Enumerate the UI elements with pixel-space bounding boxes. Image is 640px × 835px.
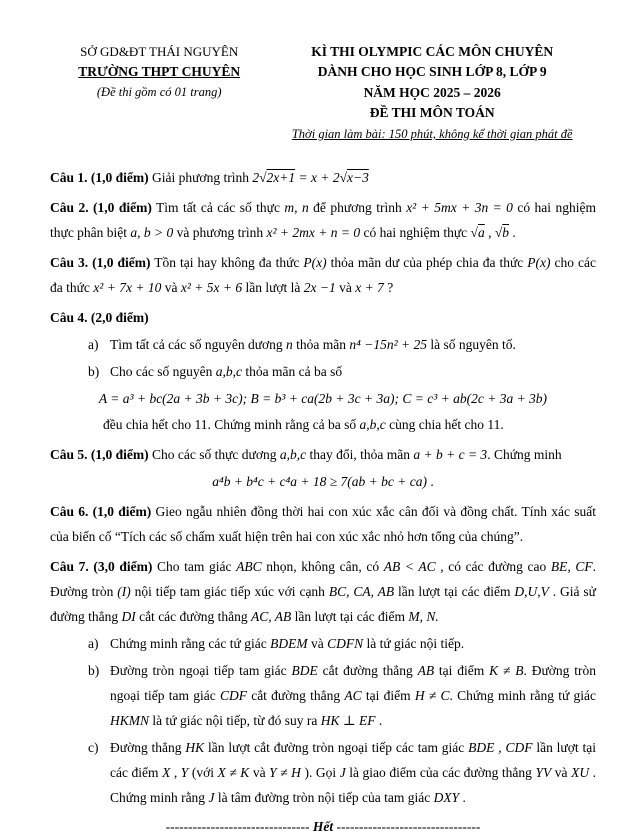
question-7b-text [110, 663, 596, 728]
question-1 [50, 166, 596, 191]
text-segment: là tứ giác nội tiếp, từ đó suy ra [149, 713, 321, 729]
text-segment: HK [185, 740, 205, 756]
text-segment: H ≠ C [414, 688, 450, 704]
text-segment: cho các đa thức [50, 254, 597, 295]
text-segment: AC, AB [251, 609, 292, 625]
question-4a-text [110, 337, 516, 352]
question-4-formula [50, 387, 596, 412]
end-of-exam-marker [50, 819, 596, 835]
question-5 [50, 443, 596, 468]
text-segment: x² + 5x + 6 [180, 279, 243, 295]
text-segment: . [375, 713, 383, 729]
text-segment: tại điểm [434, 663, 490, 679]
text-segment: Giải phương trình [148, 169, 253, 185]
text-segment: = x + 2√ [295, 169, 347, 185]
text-segment: Tìm tất cả các số thực [151, 199, 285, 215]
question-6 [50, 500, 596, 550]
text-segment: a + b + c = 3 [413, 447, 488, 463]
text-segment: Đường tròn ngoại tiếp tam giác [110, 663, 292, 679]
text-segment: -------------------------------- [165, 819, 313, 834]
text-segment: . Chứng minh rằng tứ giác [449, 688, 596, 704]
exam-title-line2: DÀNH CHO HỌC SINH LỚP 8, LỚP 9 [317, 64, 547, 80]
text-segment: BC, CA, AB [328, 584, 395, 600]
exam-body [50, 166, 596, 835]
text-segment: Câu 5. (1,0 điểm) [50, 447, 149, 463]
text-segment: và phương trình [173, 224, 267, 240]
text-segment: và [335, 279, 356, 295]
question-5-formula [50, 470, 596, 495]
text-segment: , có các đường cao [435, 559, 551, 575]
text-segment: (với [188, 765, 218, 781]
text-segment: J [208, 790, 215, 806]
list-marker-a: a) [88, 636, 99, 652]
text-segment: X ≠ K [217, 765, 250, 781]
text-segment: BDE , CDF [468, 740, 533, 756]
question-7a [50, 632, 596, 657]
text-segment: và [307, 636, 328, 652]
text-segment: a,b,c [359, 417, 386, 433]
text-segment: a,b,c [279, 447, 307, 463]
text-segment: x−3 [346, 169, 369, 185]
question-4b [50, 360, 596, 385]
text-segment: AB < AC [383, 559, 436, 575]
text-segment: . Chứng minh rằng [110, 765, 597, 806]
header-left-block [50, 42, 268, 144]
text-segment: J [339, 765, 346, 781]
school-year: NĂM HỌC 2025 – 2026 [363, 84, 501, 100]
text-segment: a, b > 0 [130, 224, 174, 240]
text-segment: cắt các đường thẳng [135, 609, 251, 625]
text-segment: a,b,c [215, 363, 242, 379]
text-segment: . [459, 790, 466, 806]
text-segment: có hai nghiệm thực [360, 224, 471, 240]
text-segment: nội tiếp tam giác tiếp xúc với cạnh [130, 584, 329, 600]
text-segment: . Chứng minh [487, 447, 562, 463]
text-segment: P(x) [303, 254, 327, 270]
text-segment: b [502, 224, 510, 240]
text-segment: thỏa mãn dư của phép chia đa thức [326, 254, 528, 270]
text-segment: Cho các số nguyên [110, 363, 216, 379]
text-segment: là tứ giác nội tiếp. [363, 636, 465, 652]
text-segment: HK ⊥ EF [320, 713, 376, 729]
text-segment: và [551, 765, 572, 781]
text-segment: K ≠ B [489, 663, 524, 679]
text-segment: P(x) [527, 254, 551, 270]
text-segment: đều chia hết cho 11. Chứng minh rằng cả ba số [103, 417, 360, 433]
text-segment: n⁴ −15n² + 25 [349, 336, 427, 352]
text-segment: Hết [312, 819, 334, 834]
text-segment: cắt đường thẳng [317, 663, 418, 679]
text-segment: Câu 6. (1,0 điểm) [50, 504, 152, 520]
text-segment: XU [571, 765, 590, 781]
text-segment: , √ [484, 224, 503, 240]
question-2 [50, 196, 596, 246]
list-marker-c: c) [88, 740, 99, 756]
text-segment: Y ≠ H [269, 765, 301, 781]
text-segment: -------------------------------- [333, 819, 481, 834]
subject-title: ĐỀ THI MÔN TOÁN [369, 104, 495, 120]
text-segment: x² + 5mx + 3n = 0 [406, 199, 513, 215]
text-segment: Chứng minh rằng các tứ giác [110, 636, 271, 652]
text-segment: A = a³ + bc(2a + 3b + 3c); B = b³ + ca(2b + 3c + 3a); C = c³ + ab(2c + 3a + 3b) [98, 390, 548, 406]
text-segment: lần lượt là [242, 279, 304, 295]
text-segment: cùng chia hết cho 11. [385, 417, 504, 433]
list-marker-b: b) [88, 663, 100, 679]
text-segment: . [509, 224, 516, 240]
text-segment: . Đường tròn ngoại tiếp tam giác [110, 663, 596, 704]
text-segment: 2√ [252, 169, 267, 185]
text-segment: BE, CF [550, 559, 593, 575]
text-segment: và [249, 765, 270, 781]
text-segment: Tìm tất cả các số nguyên dương [110, 336, 287, 352]
text-segment: Câu 3. (1,0 điểm) [50, 254, 151, 270]
text-segment: Câu 1. (1,0 điểm) [50, 169, 149, 185]
question-4a [50, 333, 596, 358]
text-segment: n [286, 336, 293, 352]
text-segment: 2x −1 [303, 279, 336, 295]
text-segment: là số nguyên tố. [427, 336, 516, 352]
question-7c-text [110, 740, 596, 805]
text-segment: là tâm đường tròn nội tiếp của tam giác [214, 790, 434, 806]
text-segment: BDE [291, 663, 318, 679]
time-limit-note: Thời gian làm bài: 150 phút, không kể thời gian phát đề [291, 127, 573, 141]
school-name: TRƯỜNG THPT CHUYÊN [78, 63, 241, 79]
text-segment: thay đổi, thỏa mãn [306, 447, 414, 463]
text-segment: lần lượt tại các điểm [291, 609, 409, 625]
text-segment: x² + 7x + 10 [93, 279, 162, 295]
text-segment: CDF [219, 688, 247, 704]
text-segment: . Giả sử đường thẳng [50, 584, 596, 625]
text-segment: x² + 2mx + n = 0 [266, 224, 361, 240]
text-segment: Tồn tại hay không đa thức [150, 254, 304, 270]
text-segment: là giao điểm của các đường thẳng [345, 765, 536, 781]
text-segment: HKMN [110, 713, 150, 729]
text-segment: CDFN [327, 636, 364, 652]
document-header [50, 42, 596, 144]
question-7a-text [110, 636, 464, 651]
text-segment: Đường thẳng [110, 740, 186, 756]
question-3 [50, 251, 596, 301]
text-segment: Cho tam giác [152, 559, 237, 575]
question-4b-text [110, 364, 342, 379]
text-segment: Gieo ngẫu nhiên đồng thời hai con xúc xắc cân đối và đồng chất. Tính xác suất của biến cố “Tích các số chấm xuất hiện trên hai con xúc xắc nhỏ hơn tổng của chúng”. [50, 504, 596, 545]
text-segment: x + 7 [355, 279, 384, 295]
question-7c [50, 736, 596, 811]
text-segment: AB [417, 663, 435, 679]
text-segment: a⁴b + b⁴c + c⁴a + 18 ≥ 7(ab + bc + ca) [212, 474, 427, 490]
text-segment: a [477, 224, 485, 240]
text-segment: AC [344, 688, 362, 704]
text-segment: ? [383, 279, 394, 295]
text-segment: lần lượt cắt đường tròn ngoại tiếp các tam giác [204, 740, 469, 756]
text-segment: . [427, 474, 434, 490]
text-segment: ). Gọi [300, 765, 340, 781]
header-right-block [268, 42, 596, 144]
text-segment: Câu 7. (3,0 điểm) [50, 559, 153, 575]
page-count-note: (Đề thi gồm có 01 trang) [96, 84, 222, 99]
text-segment: 2x+1 [266, 169, 296, 185]
text-segment: (I) [117, 584, 131, 600]
text-segment: Câu 2. (1,0 điểm) [50, 199, 152, 215]
text-segment: X , Y [162, 765, 189, 781]
question-4b-continuation [50, 413, 596, 438]
question-7 [50, 555, 596, 630]
text-segment: lần lượt tại các điểm [110, 740, 596, 781]
text-segment: . Đường tròn [50, 559, 596, 600]
text-segment: và [161, 279, 181, 295]
text-segment: D,U,V [514, 584, 549, 600]
text-segment: Cho các số thực dương [148, 447, 280, 463]
text-segment: DI [121, 609, 136, 625]
text-segment: BDEM [270, 636, 308, 652]
text-segment: tại điểm [361, 688, 415, 704]
text-segment: nhọn, không cân, có [261, 559, 384, 575]
text-segment: ABC [236, 559, 262, 575]
text-segment: để phương trình [308, 199, 407, 215]
text-segment: DXY [433, 790, 460, 806]
text-segment: cắt đường thẳng [246, 688, 345, 704]
text-segment: M, N. [408, 609, 439, 625]
list-marker-b: b) [88, 363, 100, 379]
question-7b [50, 659, 596, 734]
list-marker-a: a) [88, 336, 99, 352]
text-segment: Câu 4. (2,0 điểm) [50, 309, 149, 325]
text-segment: m, n [284, 199, 309, 215]
text-segment: YV [535, 765, 552, 781]
text-segment: lần lượt tại các điểm [394, 584, 515, 600]
question-4-heading [50, 306, 596, 331]
text-segment: thỏa mãn [292, 336, 350, 352]
exam-title-line1: KÌ THI OLYMPIC CÁC MÔN CHUYÊN [311, 44, 554, 59]
text-segment: có hai nghiệm thực phân biệt [50, 199, 596, 240]
text-segment: √ [470, 224, 478, 240]
department-name: SỞ GD&ĐT THÁI NGUYÊN [80, 44, 239, 59]
text-segment: thỏa mãn cả ba số [241, 363, 343, 379]
